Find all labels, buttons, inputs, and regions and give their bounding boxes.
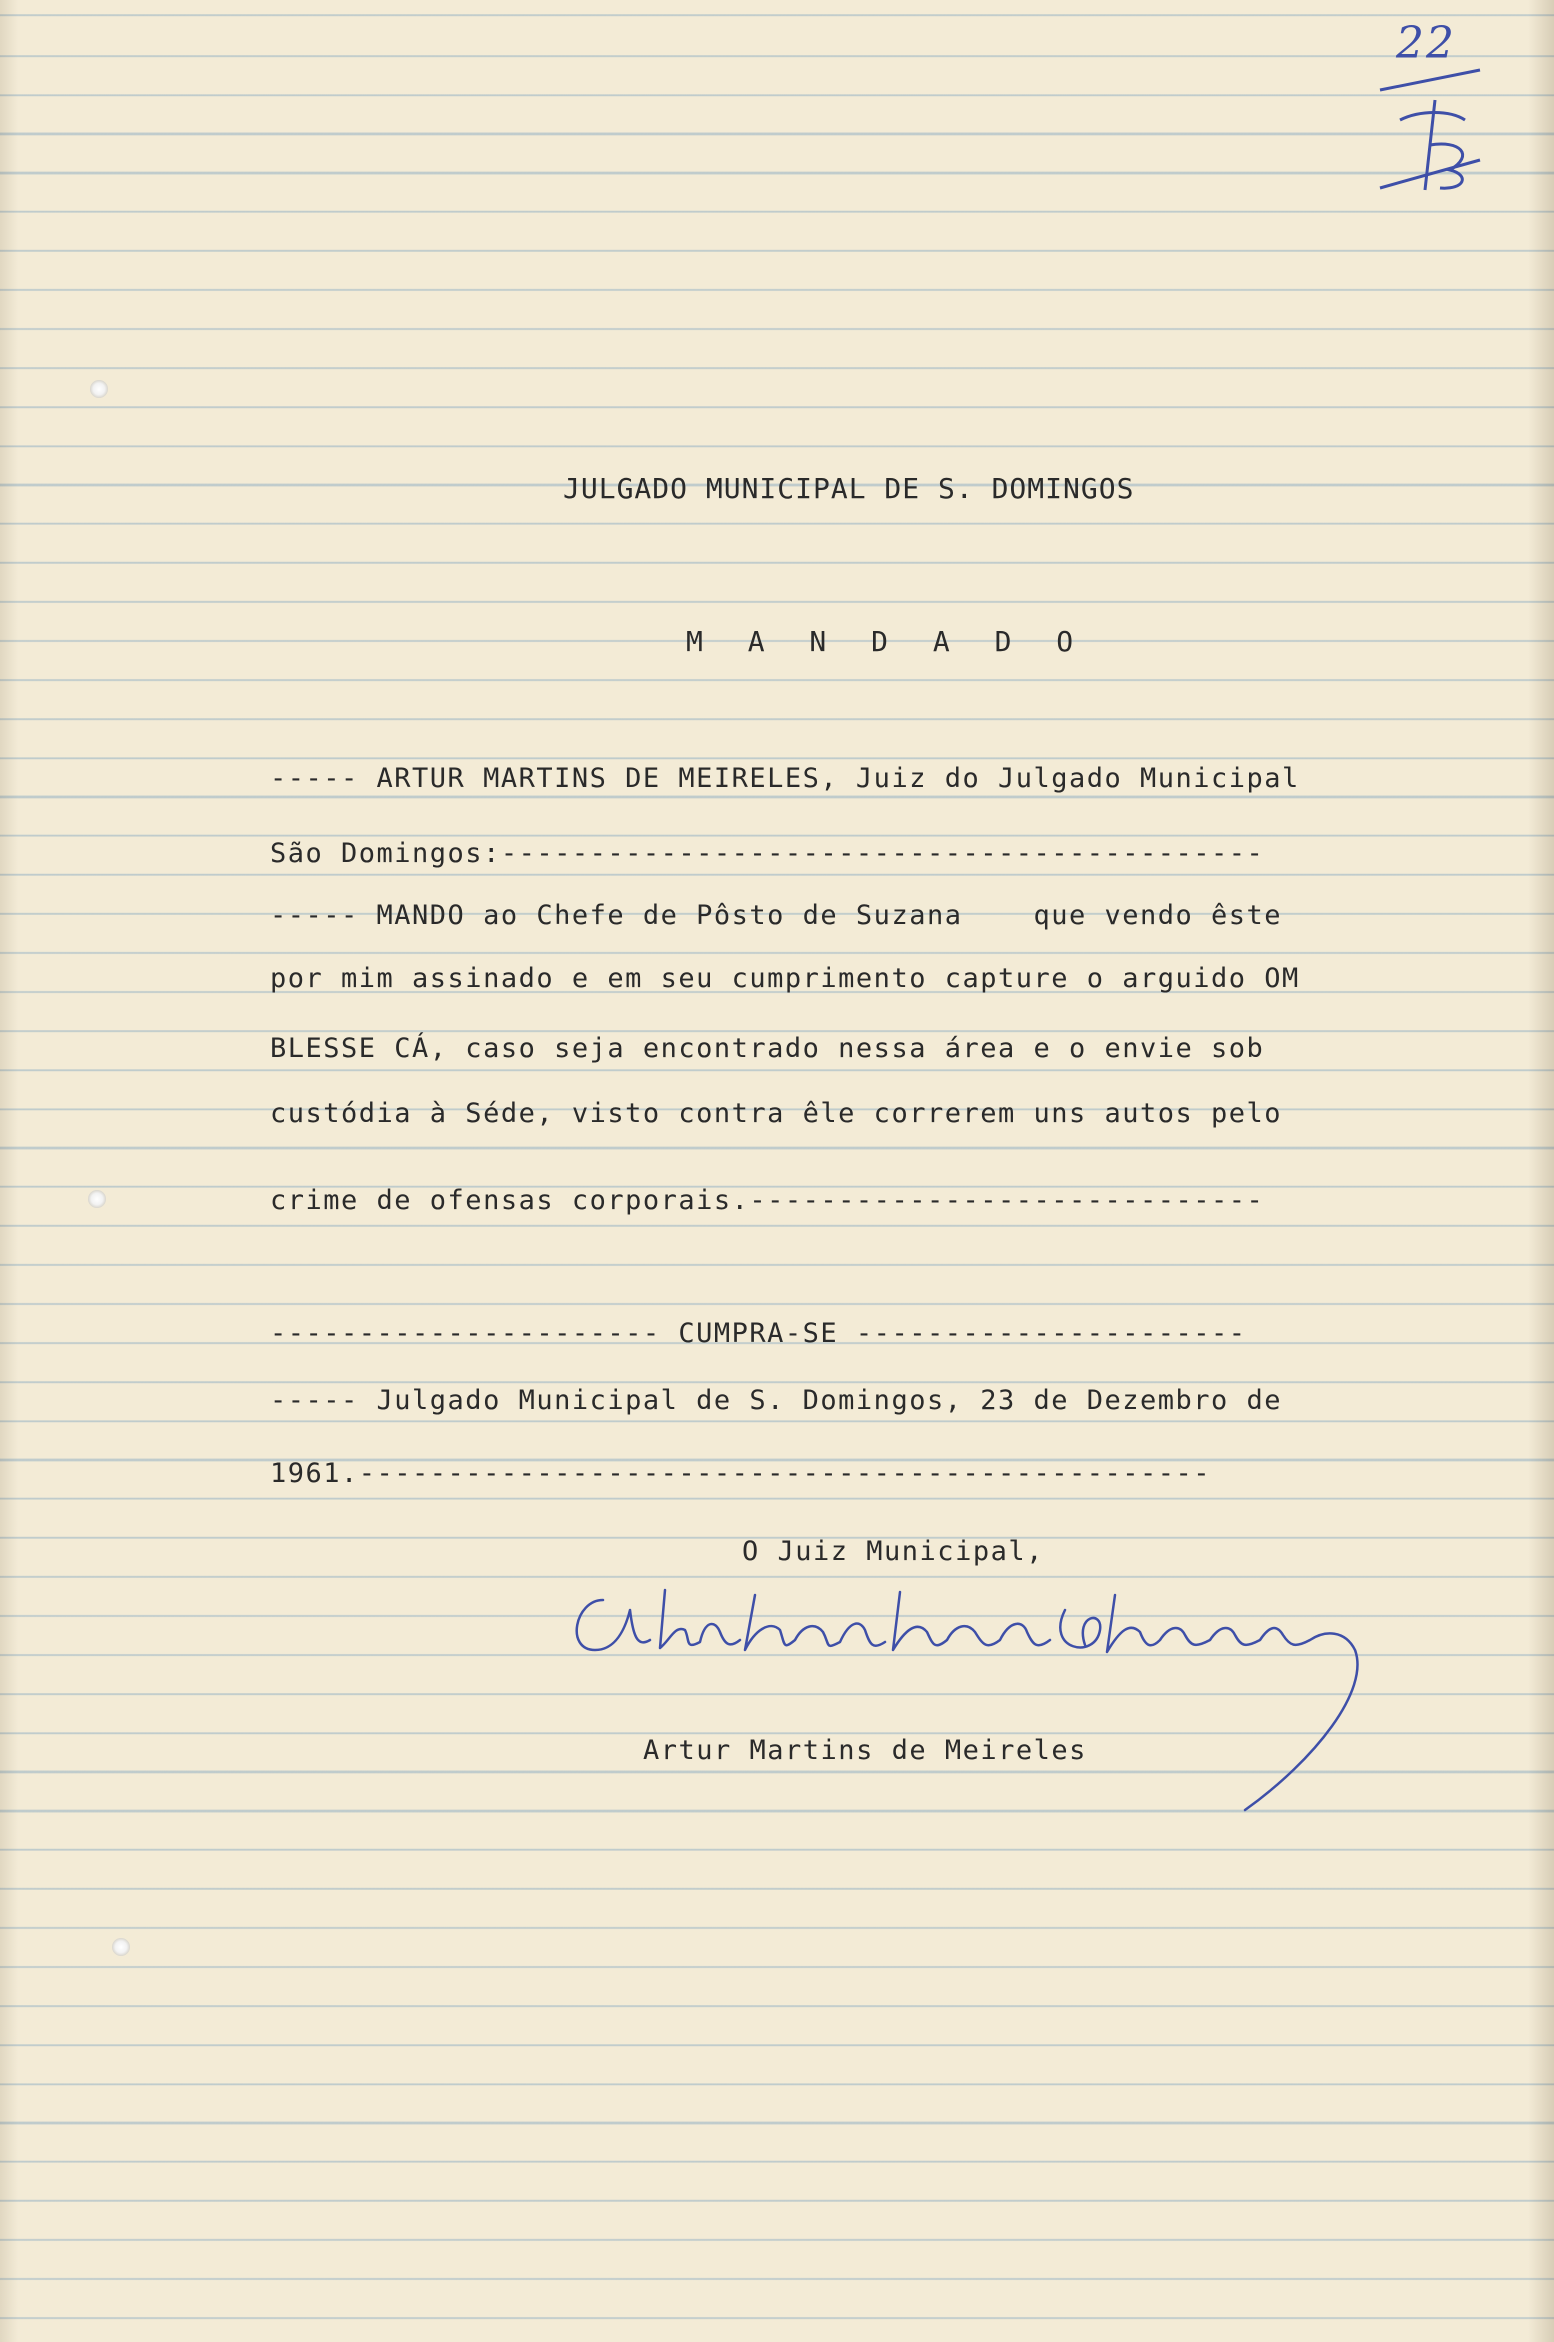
document-subtitle: M A N D A D O: [686, 625, 1088, 658]
punch-hole: [90, 380, 108, 398]
body-line: BLESSE CÁ, caso seja encontrado nessa área e o envie sob: [270, 1033, 1265, 1064]
punch-hole: [88, 1190, 106, 1208]
paper-edge-right: [1528, 0, 1554, 2342]
punch-hole: [112, 1938, 130, 1956]
document-title: JULGADO MUNICIPAL DE S. DOMINGOS: [563, 472, 1135, 505]
body-line: crime de ofensas corporais.-----------------------------: [270, 1185, 1265, 1216]
year-line: 1961.------------------------------------------------: [270, 1458, 1212, 1489]
folio-initials-mark: [1370, 60, 1490, 200]
body-line: São Domingos:-------------------------------------------: [270, 838, 1265, 869]
body-line: custódia à Séde, visto contra êle correrem uns autos pelo: [270, 1098, 1283, 1129]
handwritten-signature: [555, 1570, 1395, 1830]
body-line: por mim assinado e em seu cumprimento capture o arguido OM: [270, 963, 1300, 994]
paper-edge-left: [0, 0, 18, 2342]
folio-number: 22: [1396, 18, 1456, 69]
date-line: ----- Julgado Municipal de S. Domingos, 23 de Dezembro de: [270, 1385, 1283, 1416]
cumpra-se-line: ---------------------- CUMPRA-SE ----------------------: [270, 1318, 1247, 1349]
body-line: ----- ARTUR MARTINS DE MEIRELES, Juiz do Julgado Municipal: [270, 763, 1300, 794]
body-line: ----- MANDO ao Chefe de Pôsto de Suzana que vendo êste: [270, 900, 1283, 931]
signer-name: Artur Martins de Meireles: [643, 1735, 1087, 1766]
signature-heading: O Juiz Municipal,: [742, 1536, 1044, 1567]
